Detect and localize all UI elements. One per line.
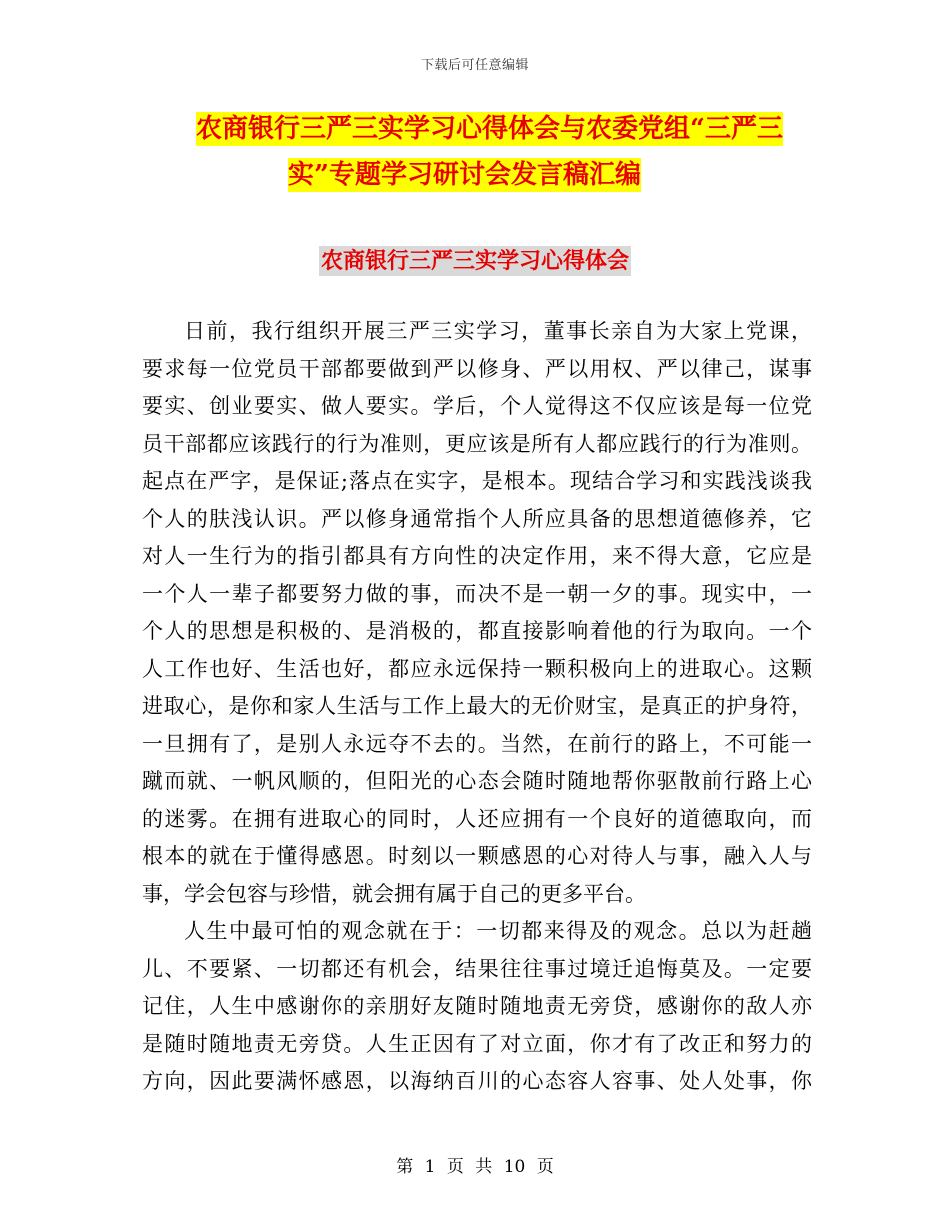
paragraph-line: 儿、不要紧、一切都还有机会，结果往往事过境迁追悔莫及。一定要 (142, 956, 812, 981)
paragraph-line: 人生中最可怕的观念就在于：一切都来得及的观念。总以为赶趟 (184, 919, 812, 943)
paragraph-line: 记住，人生中感谢你的亲朋好友随时随地责无旁贷，感谢你的敌人亦 (142, 994, 812, 1018)
paragraph-line: 员干部都应该践行的行为准则，更应该是所有人都应践行的行为准则。 (142, 431, 812, 456)
document-title (150, 106, 810, 198)
paragraph-line: 进取心，是你和家人生活与工作上最大的无价财宝，是真正的护身符， (142, 694, 812, 718)
paragraph-line: 要求每一位党员干部都要做到严以修身、严以用权、严以律己，谋事 (142, 356, 812, 381)
paragraph-line: 根本的就在于懂得感恩。时刻以一颗感恩的心对待人与事，融入人与 (142, 844, 812, 868)
paragraph-line: 日前，我行组织开展三严三实学习，董事长亲自为大家上党课， (184, 319, 812, 343)
paragraph-line: 事，学会包容与珍惜，就会拥有属于自己的更多平台。 (142, 881, 646, 906)
body-text (142, 313, 812, 1101)
section-title-text: 农商银行三严三实学习心得体会 (320, 248, 629, 274)
title-line-2: 实”专题学习研讨会发言稿汇编 (288, 160, 641, 190)
title-line-1: 农商银行三严三实学习心得体会与农委党组“三严三 (196, 114, 783, 144)
page-footer: 第 1 页 共 10 页 (396, 1157, 554, 1177)
paragraph-line: 是随时随地责无旁贷。人生正因有了对立面，你才有了改正和努力的 (142, 1031, 812, 1056)
paragraph-line: 人工作也好、生活也好，都应永远保持一颗积极向上的进取心。这颗 (142, 656, 812, 681)
header-note: 下载后可任意编辑 (420, 58, 529, 73)
paragraph-line: 蹴而就、一帆风顺的，但阳光的心态会随时随地帮你驱散前行路上心 (142, 769, 812, 793)
paragraph (142, 313, 812, 913)
paragraph-line: 个人的肤浅认识。严以修身通常指个人所应具备的思想道德修养，它 (142, 506, 812, 531)
paragraph-line: 一个人一辈子都要努力做的事，而决不是一朝一夕的事。现实中，一 (142, 581, 812, 606)
paragraph-line: 对人一生行为的指引都具有方向性的决定作用，来不得大意，它应是 (142, 544, 812, 568)
section-title (0, 243, 950, 279)
paragraph-line: 起点在严字，是保证;落点在实字，是根本。现结合学习和实践浅谈我 (142, 469, 812, 493)
paragraph-line: 个人的思想是积极的、是消极的，都直接影响着他的行为取向。一个 (142, 619, 812, 643)
paragraph-line: 方向，因此要满怀感恩，以海纳百川的心态容人容事、处人处事，你 (142, 1069, 812, 1093)
paragraph-line: 一旦拥有了，是别人永远夺不去的。当然，在前行的路上，不可能一 (142, 731, 812, 756)
paragraph-line: 的迷雾。在拥有进取心的同时，人还应拥有一个良好的道德取向，而 (142, 806, 812, 831)
paragraph-line: 要实、创业要实、做人要实。学后，个人觉得这不仅应该是每一位党 (142, 394, 812, 418)
paragraph (142, 913, 812, 1101)
